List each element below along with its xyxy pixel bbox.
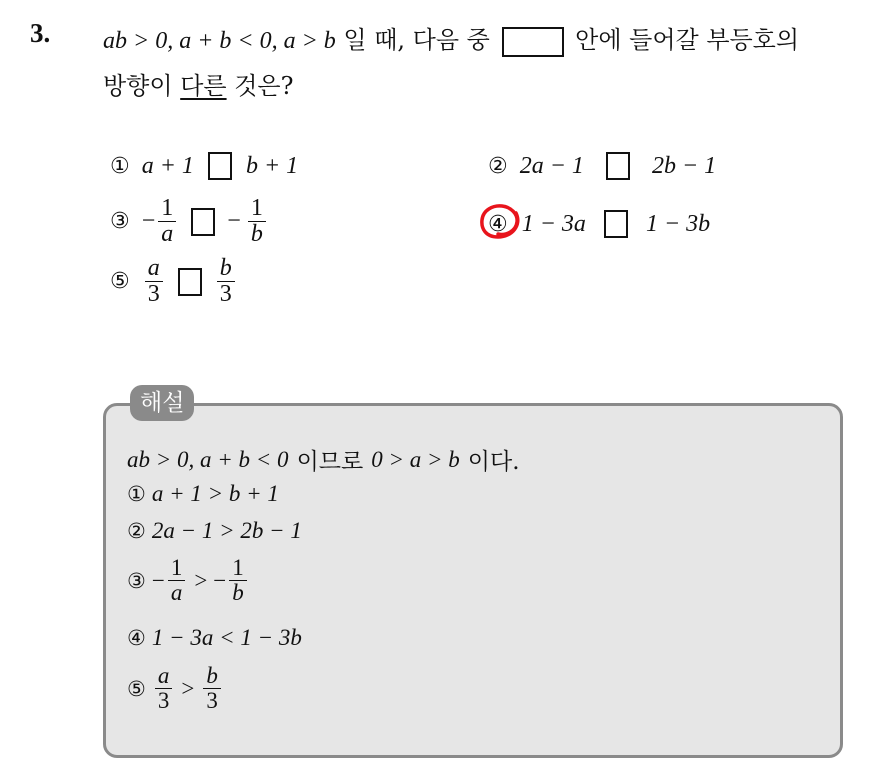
solution-end: 이다. <box>467 449 520 475</box>
solution-item-3: ③ − $\frac{1}{a}$ > − $\frac{1}{b}$ <box>127 556 250 605</box>
choice-1[interactable] <box>110 152 298 180</box>
fraction-denominator: b <box>250 221 263 248</box>
fraction-numerator: 1 <box>158 196 176 222</box>
question-line-1 <box>103 20 799 57</box>
fraction <box>248 196 266 247</box>
fraction-denominator: 3 <box>157 688 170 714</box>
choice-blank-box <box>208 152 232 180</box>
solution-item-2 <box>127 518 302 544</box>
choice-left-expr: 1 − 3a <box>521 210 586 237</box>
fraction <box>155 664 173 713</box>
inequality-sign: > <box>181 675 195 701</box>
choice-blank-box <box>606 152 630 180</box>
fraction-denominator: a <box>161 221 174 248</box>
underlined-word: 다른 <box>180 72 227 100</box>
choice-2[interactable] <box>488 152 716 180</box>
solution-item-number: ① <box>127 482 146 506</box>
fraction <box>145 256 163 307</box>
question-condition: ab > 0, a + b < 0, a > b <box>103 28 336 54</box>
fraction-numerator: 1 <box>248 196 266 222</box>
choice-number: ⑤ <box>110 269 130 295</box>
choice-5[interactable] <box>110 256 238 307</box>
fraction <box>158 196 176 247</box>
fraction <box>168 556 186 605</box>
choice-3[interactable]: ③ − $\frac{1}{a}$ − $\frac{1}{b}$ <box>110 196 269 247</box>
fraction-denominator: a <box>170 580 183 606</box>
fraction-numerator: a <box>155 664 173 689</box>
choice-right-expr: b + 1 <box>245 152 299 179</box>
solution-item-text: 2a − 1 > 2b − 1 <box>151 518 302 543</box>
solution-item-number: ④ <box>127 626 146 650</box>
question-line2-post: 것은? <box>234 72 294 100</box>
question-number: 3. <box>30 18 51 48</box>
choice-blank-box <box>191 208 215 236</box>
choice-number: ② <box>488 153 508 179</box>
solution-tag: 해설 <box>130 385 194 421</box>
choice-left-expr: a + 1 <box>141 152 194 179</box>
question-text-after-box: 안에 들어갈 부등호의 <box>575 26 800 54</box>
solution-item-text: a + 1 > b + 1 <box>151 481 279 506</box>
fraction-numerator: b <box>217 256 235 282</box>
choice-blank-box <box>604 210 628 238</box>
solution-item-5 <box>127 664 224 713</box>
solution-item-number: ③ <box>127 568 146 593</box>
fraction-denominator: b <box>232 580 244 606</box>
fraction <box>217 256 235 307</box>
choice-right-expr: 1 − 3b <box>645 210 711 237</box>
fraction-numerator: 1 <box>168 556 186 581</box>
choice-blank-box <box>178 268 202 296</box>
fraction-denominator: 3 <box>219 281 232 308</box>
fraction-numerator: 1 <box>229 556 247 581</box>
solution-item-number: ⑤ <box>127 676 146 701</box>
fraction-denominator: 3 <box>206 688 218 714</box>
solution-result: 0 > a > b <box>371 446 460 472</box>
inequality-sign: > <box>194 567 208 593</box>
solution-condition: ab > 0, a + b < 0 <box>127 446 289 472</box>
question-line-2 <box>103 66 293 101</box>
solution-line-0 <box>127 443 520 476</box>
choice-number: ① <box>110 153 130 179</box>
choice-left-expr: 2a − 1 <box>519 152 584 179</box>
fraction <box>229 556 247 605</box>
fraction-numerator: a <box>145 256 163 282</box>
choice-number: ③ <box>110 209 130 235</box>
solution-connector: 이므로 <box>296 449 364 475</box>
answer-blank-box <box>502 27 564 57</box>
solution-item-number: ② <box>127 519 146 543</box>
fraction-numerator: b <box>203 664 221 689</box>
choice-right-expr: 2b − 1 <box>651 152 717 179</box>
fraction-denominator: 3 <box>147 281 160 308</box>
fraction <box>203 664 221 713</box>
solution-item-text: 1 − 3a < 1 − 3b <box>151 625 302 650</box>
question-line2-pre: 방향이 <box>103 72 173 100</box>
solution-item-1 <box>127 481 279 507</box>
question-text: 일 때, 다음 중 <box>343 26 490 54</box>
choice-number: ④ <box>488 211 508 237</box>
choice-4[interactable] <box>488 210 710 238</box>
solution-item-4 <box>127 625 302 651</box>
